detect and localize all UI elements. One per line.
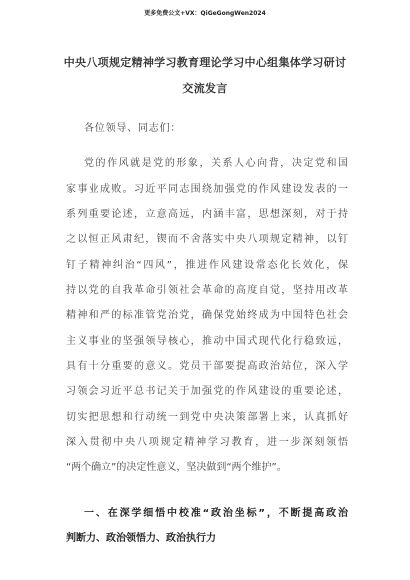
greeting: 各位领导、同志们： xyxy=(84,123,182,134)
document-title-line-1: 中央八项规定精神学习教育理论学习中心组集体学习研讨 xyxy=(63,56,347,69)
header-note: 更多免费公文+VX：QiGeGongWen2024 xyxy=(144,10,266,17)
paragraph-line: 钉子精神纠治“四风”，推进作风建设常态化长效化，保 xyxy=(66,260,348,271)
paragraph-line: 持以党的自我革命引领社会革命的高度自觉，坚持用改革 xyxy=(66,285,348,296)
paragraph-line: 具有十分重要的意义。党员干部要提高政治站位，深入学 xyxy=(66,361,348,372)
paragraph-line: 精神和严的标准管党治党，确保党始终成为中国特色社会 xyxy=(66,310,348,321)
section-heading-line: 一、在深学细悟中校准“政治坐标”，不断提高政治 xyxy=(84,508,348,519)
paragraph-line: 党的作风就是党的形象，关系人心向背，决定党和国 xyxy=(84,158,348,169)
section-heading-line: 判断力、政治领悟力、政治执行力 xyxy=(66,533,216,544)
document-title-line-2: 交流发言 xyxy=(182,82,228,95)
paragraph-line: “两个确立”的决定性意义，坚决做到“两个维护”。 xyxy=(66,462,287,473)
paragraph-line: 深入贯彻中央八项规定精神学习教育，进一步深刻领悟 xyxy=(66,437,348,448)
paragraph-line: 之以恒正风肃纪，锲而不舍落实中央八项规定精神，以钉 xyxy=(66,234,348,245)
paragraph-line: 切实把思想和行动统一到党中央决策部署上来，认真抓好 xyxy=(66,412,348,423)
paragraph-line: 家事业成败。习近平同志围绕加强党的作风建设发表的一 xyxy=(66,184,348,195)
paragraph-line: 系列重要论述，立意高远，内涵丰富，思想深刻，对于持 xyxy=(66,209,348,220)
paragraph-line: 主义事业的坚强领导核心，推动中国式现代化行稳致远， xyxy=(66,336,348,347)
paragraph-line: 习领会习近平总书记关于加强党的作风建设的重要论述， xyxy=(66,386,348,397)
